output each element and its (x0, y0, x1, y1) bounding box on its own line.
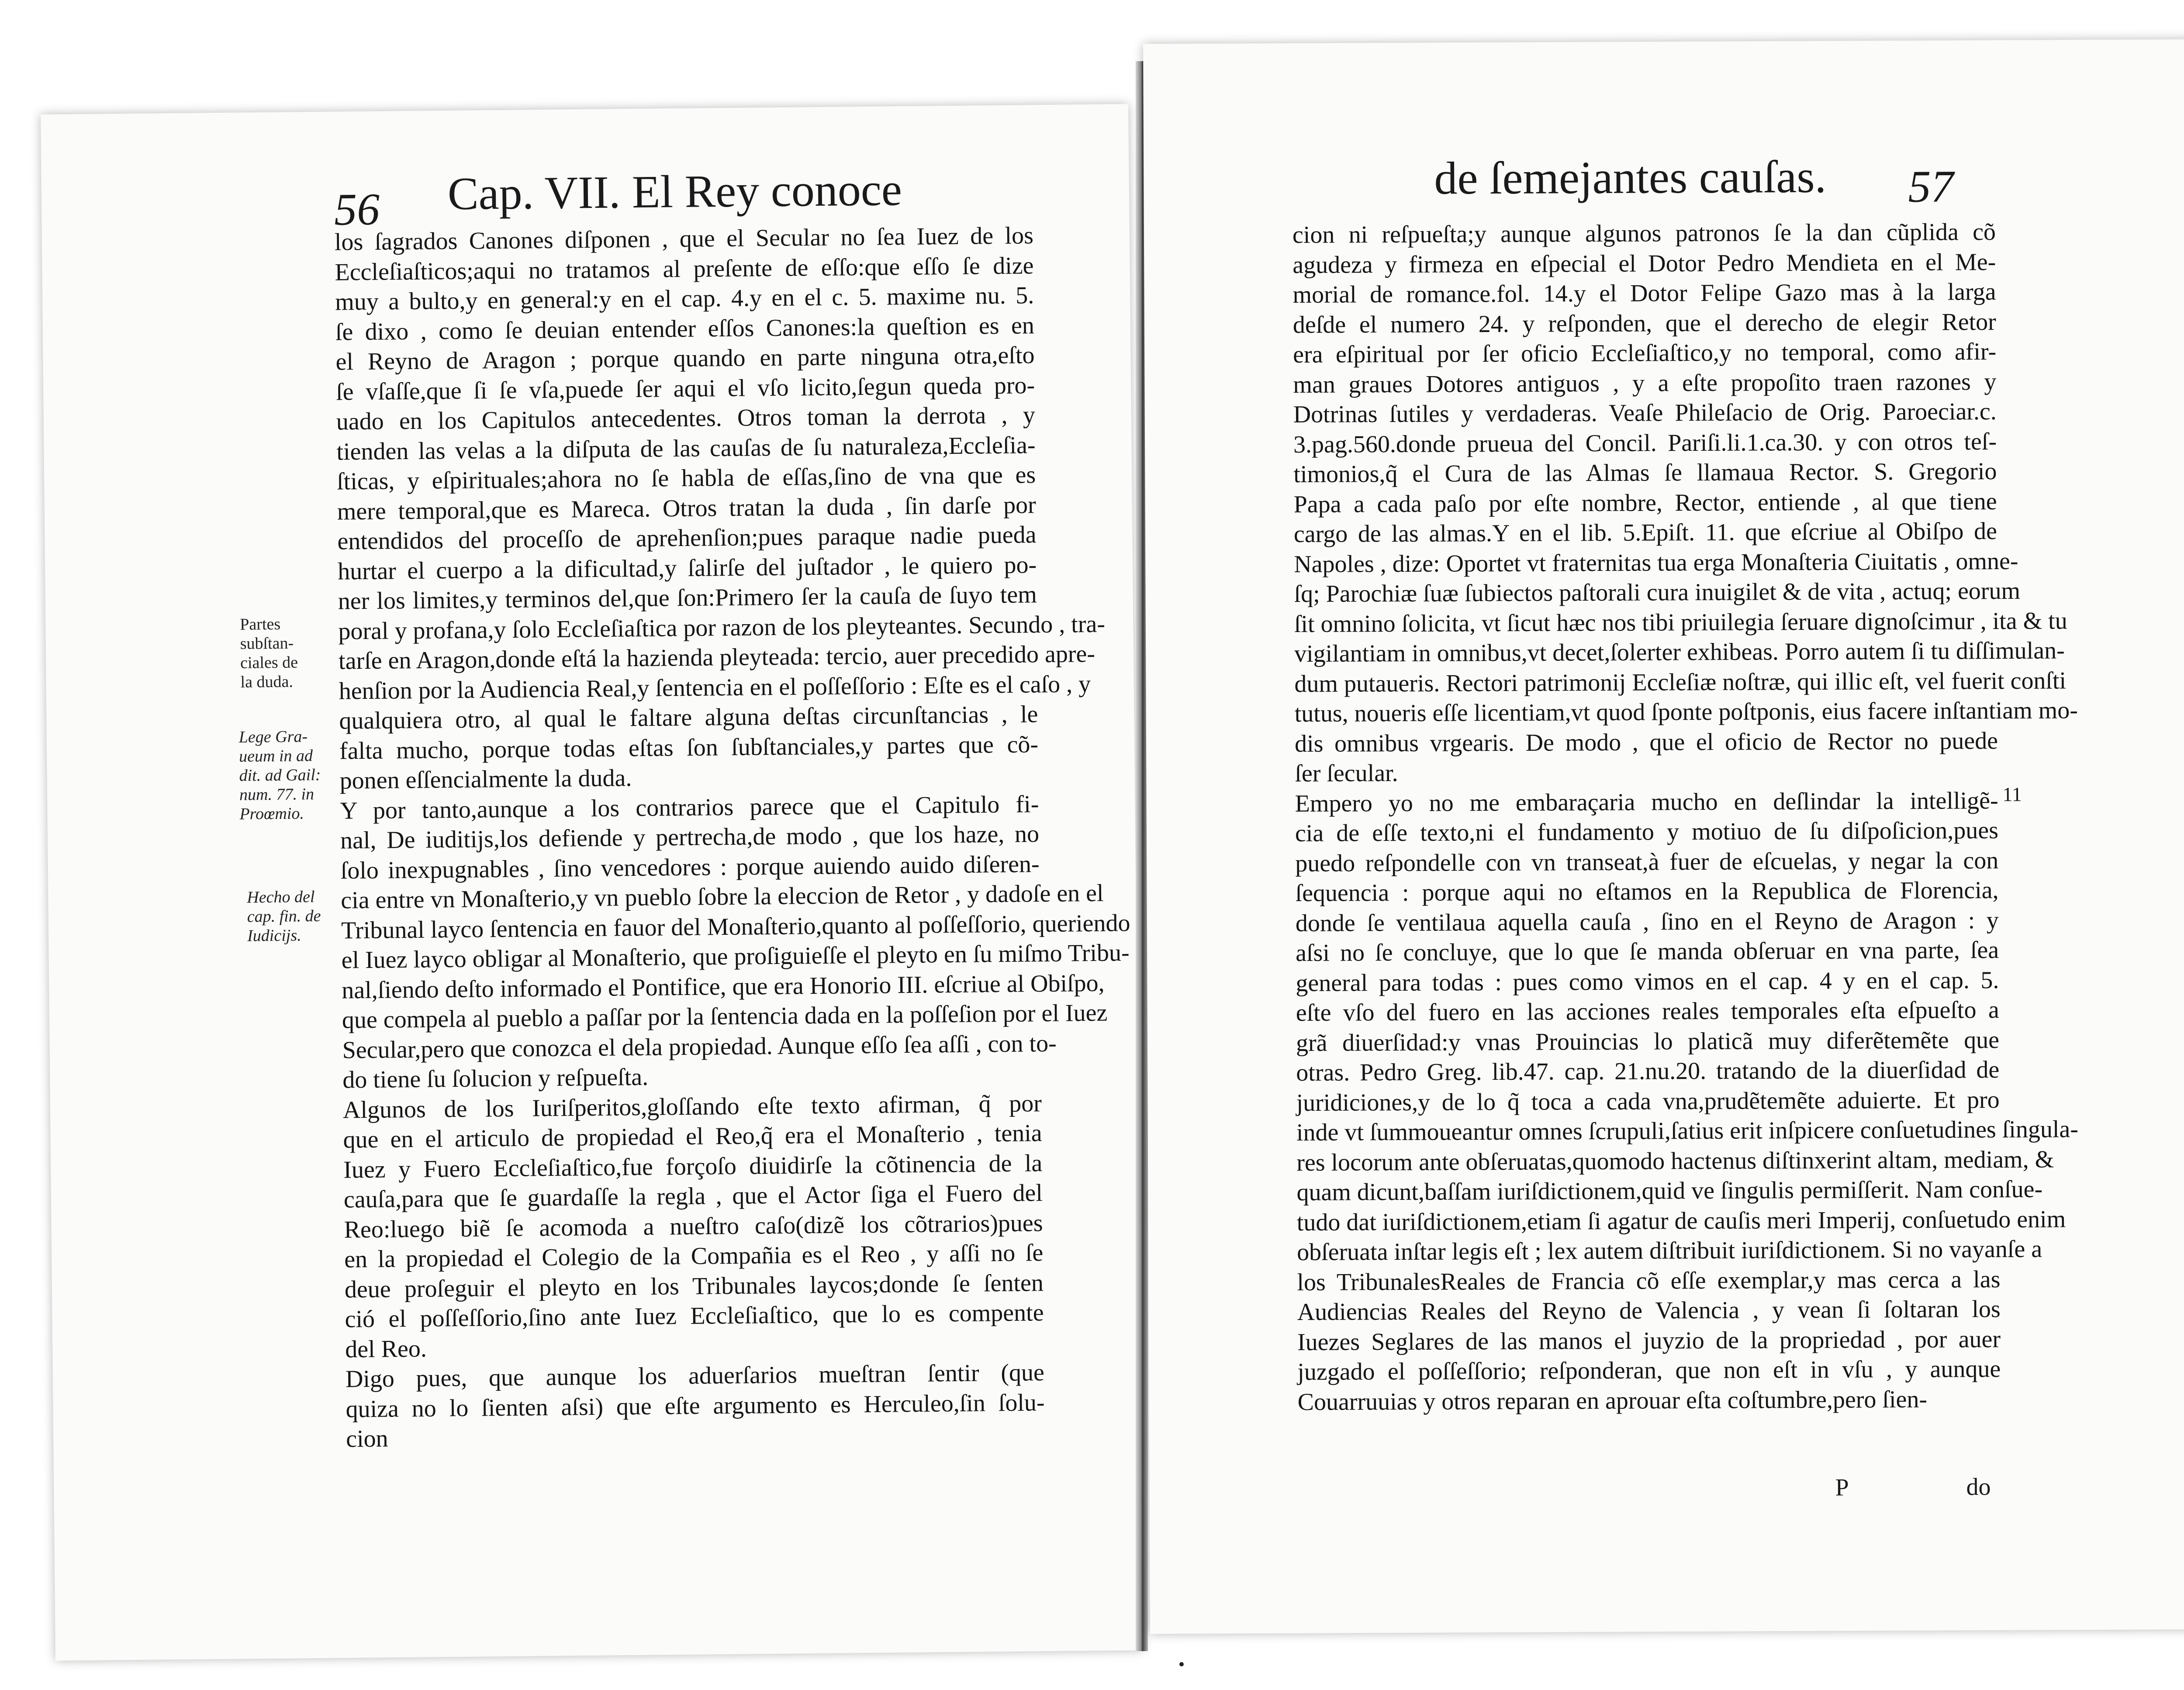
text-line: cargo de las almas.Y en el lib. 5.Epiſt. 11. que eſcriue al Obiſpo de (1293, 518, 1997, 548)
text-line: ner los limites,y terminos del,que ſon:Primero ſer la cauſa de ſuyo tem (338, 581, 1037, 615)
text-line: cion (346, 1425, 388, 1453)
text-line: tutus, noueris eſſe licentiam,vt quod ſponte poſtponis, eius facere inſtantiam mo- (1294, 697, 2078, 728)
text-line: obſeruata inſtar legis eſt ; lex autem diſtribuit iuriſdictionem. Si no vayanſe a (1297, 1235, 2042, 1266)
text-line: Dotrinas ſutiles y verdaderas. Veaſe Phileſacio de Orig. Paroeciar.c. (1293, 398, 1997, 429)
text-line: Papa a cada paſo por eſte nombre, Rector, entiende , al que tiene (1293, 487, 1997, 518)
margin-note-line: Iudicijs. (247, 926, 301, 945)
text-line: mere temporal,que es Mareca. Otros tratan la duda , ſin darſe por (337, 491, 1037, 525)
text-line: uado en los Capitulos antecedentes. Otros toman la derrota , y (336, 401, 1036, 435)
margin-note-partes (240, 614, 298, 691)
text-line: Napoles , dize: Oportet vt fraternitas tua erga Monaſteria Ciuitatis , omne- (1294, 547, 2018, 578)
text-line: nal, De iuditijs,los defiende y pertrecha,de modo , que los haze, no (340, 820, 1040, 854)
text-line: henſion por la Audiencia Real,y ſentencia en el poſſeſſorio : Eſte es el caſo , y (339, 670, 1091, 705)
margin-note-line: num. 77. in (239, 785, 314, 804)
left-running-head: Cap. VII. El Rey conoce (447, 164, 902, 220)
left-page-number: 56 (334, 184, 380, 235)
text-line: eſte vſo del fuero en las acciones reales temporales eſta eſpueſto a (1296, 996, 1999, 1027)
text-line: Tribunal layco ſentencia en fauor del Monaſterio,quanto al poſſeſſorio, queriendo (341, 909, 1130, 944)
text-line: timonios,q̃ el Cura de las Almas ſe llamaua Rector. S. Gregorio (1293, 458, 1997, 488)
text-line: grã diuerſidad:y vnas Prouincias lo platicã muy diferẽtemẽte que (1296, 1026, 2000, 1057)
text-line: falta mucho, porque todas eſtas ſon ſubſtanciales,y partes que cõ- (339, 730, 1039, 765)
text-line: cia de eſſe texto,ni el fundamento y motiuo de ſu diſpoſicion,pues (1295, 817, 1999, 847)
text-line: Iuezes Seglares de las manos el juyzio de la propriedad , por auer (1297, 1325, 2001, 1356)
text-line: nal,ſiendo deſto informado el Pontifice, que era Honorio III. eſcriue al Obiſpo, (342, 969, 1105, 1004)
right-running-head: de ſemejantes cauſas. (1434, 151, 1827, 204)
text-line: hurtar el cuerpo a la dificultad,y ſalirſe del juſtador , le quiero po- (337, 551, 1037, 585)
margin-note-line: Proœmio. (239, 804, 304, 823)
margin-note-lege (239, 727, 321, 824)
text-line: ſe vſaſſe,que ſi ſe vſa,puede ſer aqui el vſo licito,ſegun queda pro- (335, 371, 1035, 406)
text-line: muy a bulto,y en general:y en el cap. 4.y en el c. 5. maxime nu. 5. (335, 282, 1034, 316)
text-line: 3.pag.560.donde prueua del Concil. Pariſi.li.1.ca.30. y con otros teſ- (1293, 428, 1997, 458)
text-line: cauſa,para que ſe guardaſſe la regla , que el Actor ſiga el Fuero del (343, 1179, 1043, 1213)
text-line: ſq; Parochiæ ſuæ ſubiectos paſtorali cura inuigilet & de vita , actuq; eorum (1294, 577, 2021, 608)
text-line: ſolo inexpugnables , ſino vencedores : porque auiendo auido diſeren- (340, 850, 1040, 885)
text-line: tarſe en Aragon,donde eſtá la hazienda pleyteada: tercio, auer precedido apre- (338, 640, 1095, 675)
text-line: otras. Pedro Greg. lib.47. cap. 21.nu.20. tratando de la diuerſidad de (1296, 1056, 2000, 1087)
margin-note-line: ueum in ad (238, 747, 313, 766)
text-line: Empero yo no me embaraçaria mucho en deſlindar la intelligẽ- (1295, 787, 1998, 817)
text-line: agudeza y firmeza en eſpecial el Dotor Pedro Mendieta en el Me- (1292, 248, 1996, 279)
text-line: Couarruuias y otros reparan en aprouar eſta coſtumbre,pero ſien- (1297, 1386, 1928, 1416)
right-page (1143, 39, 2184, 1634)
text-line: donde ſe ventilaua aquella cauſa , ſino en el Reyno de Aragon : y (1295, 906, 1999, 937)
text-line: los ſagrados Canones diſponen , que el Secular no ſea Iuez de los (334, 222, 1034, 256)
margin-note-line: Hecho del (247, 888, 315, 907)
text-line: el Reyno de Aragon ; porque quando en parte ninguna otra,eſto (335, 342, 1035, 376)
text-line: vigilantiam in omnibus,vt decet,ſolerter exhibeas. Porro autem ſi tu diſſimulan- (1294, 637, 2065, 668)
text-line: quam dicunt,baſſam iuriſdictionem,quid ve ſingulis permiſſerit. Nam conſue- (1296, 1175, 2043, 1206)
text-line: aſsi no ſe concluye, que lo que ſe manda obſeruar en vna parte, ſea (1296, 937, 1999, 967)
text-line: puedo reſpondelle con vn transeat,à fuer de eſcuelas, y negar la con (1295, 847, 1999, 877)
text-line: dum putaueris. Rectori patrimonij Eccleſiæ noſtræ, qui illic eſt, vel fuerit conſti (1294, 667, 2067, 698)
text-line: cion ni reſpueſta;y aunque algunos patronos ſe la dan cũplida cõ (1292, 218, 1996, 249)
text-line: Algunos de los Iuriſperitos,gloſſando eſte texto afirman, q̃ por (342, 1089, 1042, 1123)
page-speck (1179, 1662, 1184, 1666)
margin-paragraph-number: 11 (2002, 783, 2022, 805)
margin-note-line: la duda. (240, 672, 294, 691)
text-line: deſde el numero 24. y reſponden, que el derecho de elegir Retor (1292, 308, 1996, 339)
margin-note-line: Partes (240, 615, 281, 634)
text-line: man graues Dotores antiguos , y a eſte propoſito traen razones y (1293, 368, 1997, 398)
text-line: Y por tanto,aunque a los contrarios parece que el Capitulo fi- (340, 790, 1039, 825)
right-body-text (1292, 217, 2079, 1417)
text-line: morial de romance.fol. 14.y el Dotor Felipe Gazo mas à la larga (1292, 278, 1996, 309)
text-line: ſer ſecular. (1295, 760, 1398, 788)
signature-mark: P (1835, 1474, 1849, 1501)
text-line: inde vt ſummoueantur omnes ſcrupuli,ſatius erit inſpicere conſuetudines ſingula- (1296, 1116, 2079, 1147)
text-line: ſequencia : porque aqui no eſtamos en la Republica de Florencia, (1295, 877, 1999, 907)
text-line: ſticas, y eſpirituales;ahora no ſe habla de eſſas,ſino de vna que es (336, 461, 1036, 495)
text-line: Reo:luego biẽ ſe acomoda a nueſtro caſo(dizẽ los cõtrarios)pues (344, 1209, 1043, 1243)
text-line: poral y profana,y ſolo Eccleſiaſtica por razon de los pleyteantes. Secundo , tra- (338, 610, 1106, 645)
text-line: que en el articulo de propiedad el Reo,q̃ era el Monaſterio , tenia (343, 1120, 1042, 1154)
text-line: Iuez y Fuero Eccleſiaſtico,fue forçoſo diuidirſe la cõtinencia de la (343, 1149, 1043, 1183)
margin-note-line: Lege Gra- (238, 727, 308, 747)
text-line: en la propiedad el Colegio de la Compañia es el Reo , y aſſi no ſe (344, 1239, 1044, 1273)
margin-note-line: dit. ad Gail: (239, 765, 321, 785)
text-line: general para todas : pues como vimos en el cap. 4 y en el cap. 5. (1296, 966, 1999, 997)
margin-note-line: ciales de (240, 653, 298, 672)
text-line: res locorum ante obſeruatas,quomodo hactenus diſtinxerint altam, mediam, & (1296, 1145, 2054, 1176)
text-line: tienden las velas a la diſputa de las cauſas de ſu naturaleza,Eccleſia- (336, 431, 1036, 466)
catchword: do (1966, 1473, 1991, 1501)
text-line: que compela al pueblo a paſſar por la ſentencia dada en la poſſeſion por el Iuez (342, 999, 1108, 1034)
text-line: Digo pues, que aunque los aduerſarios mueſtran ſentir (que (345, 1359, 1045, 1393)
text-line: deue proſeguir el pleyto en los Tribunales laycos;donde ſe ſenten (344, 1269, 1044, 1303)
text-line: ſit omnino ſolicita, vt ſicut hæc nos tibi priuilegia ſeruare dignoſcimur , ita & tu (1294, 607, 2067, 638)
margin-note-hecho (247, 887, 321, 946)
text-line: del Reo. (345, 1335, 427, 1363)
text-line: Secular,pero que conozca el dela propiedad. Aunque eſſo ſea aſſi , con to- (342, 1030, 1057, 1064)
text-line: qualquiera otro, al qual le faltare alguna deſtas circunſtancias , le (339, 701, 1038, 735)
text-line: el Iuez layco obligar al Monaſterio, que proſiguieſſe el pleyto en ſu miſmo Tribu- (341, 939, 1130, 974)
text-line: entendidos del proceſſo de aprehenſion;pues paraque nadie pueda (337, 521, 1037, 555)
text-line: ſe dixo , como ſe deuian entender eſſos Canones:la queſtion es en (335, 311, 1035, 346)
left-body-text (334, 221, 1130, 1454)
text-line: ció el poſſeſſorio,ſino ante Iuez Eccleſiaſtico, que lo es compente (345, 1299, 1044, 1333)
text-line: juridiciones,y de lo q̃ toca a cada vna,prudẽtemẽte aduierte. Et pro (1296, 1086, 2000, 1116)
text-line: tudo dat iuriſdictionem,etiam ſi agatur de cauſis meri Imperij, conſuetudo enim (1296, 1205, 2066, 1236)
margin-note-line: subſtan- (240, 634, 294, 653)
text-line: ponen eſſencialmente la duda. (339, 764, 632, 795)
text-line: juzgado el poſſeſſorio; reſponderan, que non eſt in vſu , y aunque (1297, 1355, 2001, 1386)
text-line: dis omnibus vrgearis. De modo , que el oficio de Rector no puede (1294, 727, 1998, 757)
text-line: los TribunalesReales de Francia cõ eſſe exemplar,y mas cerca a las (1297, 1265, 2001, 1296)
text-line: Audiencias Reales del Reyno de Valencia , y vean ſi ſoltaran los (1297, 1296, 2001, 1326)
text-line: cia entre vn Monaſterio,y vn pueblo ſobre la eleccion de Retor , y dadoſe en el (341, 879, 1104, 914)
left-page (41, 104, 1143, 1661)
margin-note-line: cap. fin. de (247, 906, 321, 926)
text-line: quiza no lo ſienten aſsi) que eſte argumento es Herculeo,ſin ſolu- (346, 1389, 1045, 1423)
text-line: era eſpiritual por ſer oficio Eccleſiaſtico,y no temporal, como afir- (1293, 338, 1997, 369)
text-line: Eccleſiaſticos;aqui no tratamos al preſente de eſſo:que eſſo ſe dize (335, 252, 1034, 286)
text-line: do tiene ſu ſolucion y reſpueſta. (342, 1063, 649, 1094)
right-page-number: 57 (1908, 161, 1954, 212)
